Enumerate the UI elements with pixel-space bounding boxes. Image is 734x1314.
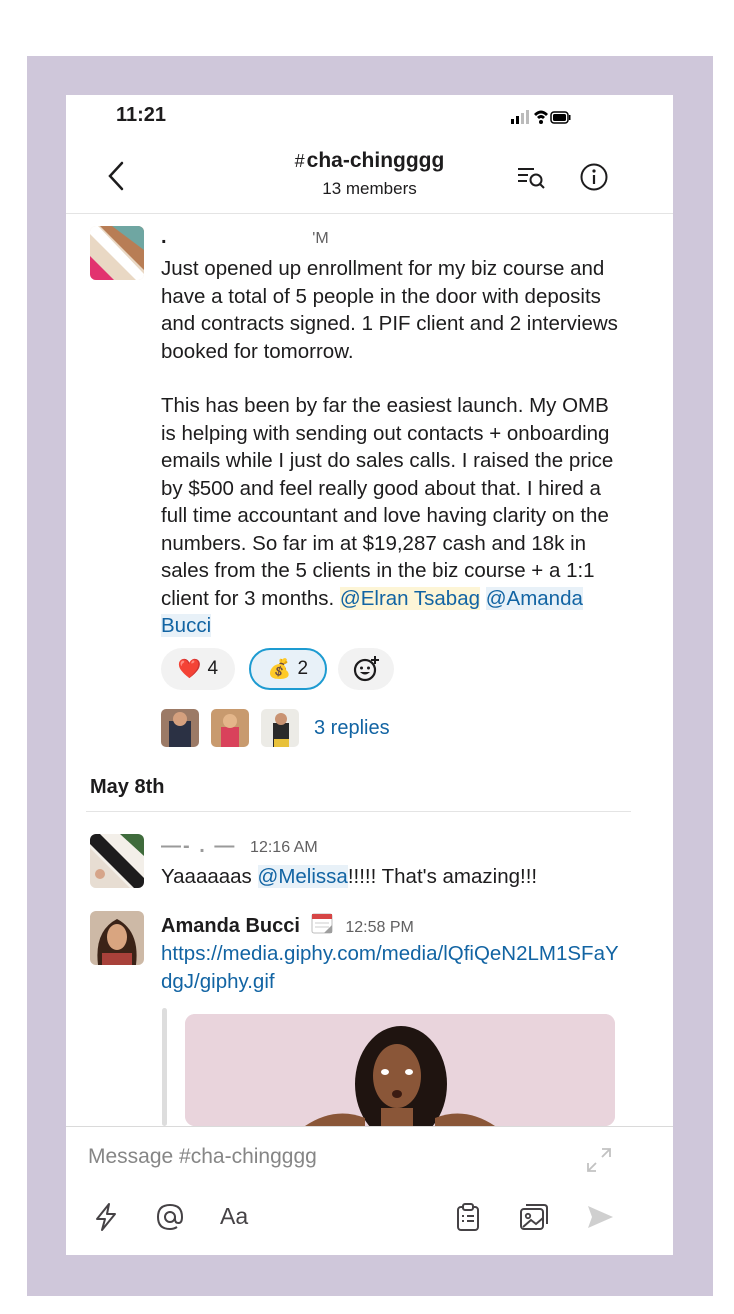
battery-icon [551, 112, 571, 123]
message-text [161, 255, 621, 640]
wifi-icon [534, 111, 548, 125]
avatar[interactable] [90, 226, 144, 280]
format-button[interactable]: Aa [220, 1203, 249, 1229]
message-meta [161, 911, 621, 942]
gif-link[interactable]: https://media.giphy.com/media/lQfiQeN2LM1SFaYdgJ/giphy.gif [161, 942, 619, 993]
calendar-icon [310, 911, 334, 935]
add-reaction-button[interactable] [338, 648, 394, 690]
reply-avatar [211, 709, 249, 747]
image-icon[interactable] [518, 1201, 550, 1233]
user-mention[interactable]: @Amanda Bucci [161, 586, 583, 637]
message-time: 12:58 PM [345, 919, 414, 936]
message-composer [66, 1126, 673, 1255]
status-time: 11:21 [116, 104, 167, 126]
message-text [161, 863, 621, 891]
heart-emoji-icon: ❤️ [177, 659, 202, 680]
author-name[interactable]: . [161, 226, 167, 248]
signal-icon [511, 110, 529, 124]
author-name[interactable]: Amanda Bucci [161, 915, 300, 937]
message-paragraph [161, 392, 621, 640]
message-input[interactable]: Message #cha-chingggg [88, 1145, 317, 1168]
message-text-part: !!!!! That's amazing!!! [347, 865, 538, 888]
attachment-bar [162, 1008, 167, 1126]
message-time: 'M [312, 230, 329, 247]
message-text [161, 940, 621, 995]
money-bag-emoji-icon: 💰 [267, 659, 292, 680]
message-list[interactable] [66, 214, 673, 1126]
add-emoji-icon [352, 655, 380, 683]
reaction-count: 2 [297, 658, 309, 679]
message-time: 12:16 AM [250, 839, 318, 856]
status-icons [511, 107, 571, 127]
message-text-part: Yaaaaaas [161, 865, 258, 888]
search-channel-icon[interactable] [515, 161, 547, 193]
message-paragraph: Just opened up enrollment for my biz course and have a total of 5 people in the door with deposits and contracts signed. 1 PIF client and 2 interviews booked for tomorrow. [161, 257, 618, 363]
thread-summary[interactable] [161, 709, 461, 749]
message-paragraph-text: This has been by far the easiest launch. My OMB is helping with sending out contacts + onboarding emails while I just do sales calls. I raised the price by $500 and feel really good about that. I hired a full time accountant and love having clarity on the numbers. So far im at $19,287 cash and 18k in sales from the 5 clients in the biz course + a 1:1 client for 3 months. [161, 394, 614, 610]
phone-screen [66, 95, 673, 1255]
message-meta [161, 834, 621, 860]
replies-link[interactable]: 3 replies [314, 717, 390, 739]
member-count[interactable]: 13 members [322, 179, 417, 198]
expand-icon[interactable] [584, 1145, 614, 1175]
day-divider: May 8th [90, 776, 165, 798]
reply-avatar [261, 709, 299, 747]
info-icon[interactable] [578, 161, 610, 193]
reaction-count: 4 [207, 658, 219, 679]
status-bar [66, 95, 673, 139]
clipboard-icon[interactable] [452, 1201, 484, 1233]
gif-preview[interactable] [185, 1014, 615, 1126]
reaction-moneybag[interactable] [249, 648, 327, 690]
channel-header [66, 139, 673, 214]
user-mention[interactable]: @Melissa [257, 865, 348, 888]
message-meta [161, 226, 621, 250]
lightning-icon[interactable] [90, 1201, 122, 1233]
avatar[interactable] [90, 911, 144, 965]
reply-avatar [161, 709, 199, 747]
channel-name: cha-chingggg [306, 149, 445, 172]
divider-line [86, 811, 631, 812]
user-mention[interactable]: @Elran Tsabag [339, 586, 481, 610]
at-icon[interactable] [154, 1201, 186, 1233]
hash-symbol: # [294, 151, 305, 171]
reaction-heart[interactable] [161, 648, 235, 690]
send-icon[interactable] [584, 1201, 616, 1233]
avatar[interactable] [90, 834, 144, 888]
author-name[interactable]: —- . — [161, 835, 237, 857]
